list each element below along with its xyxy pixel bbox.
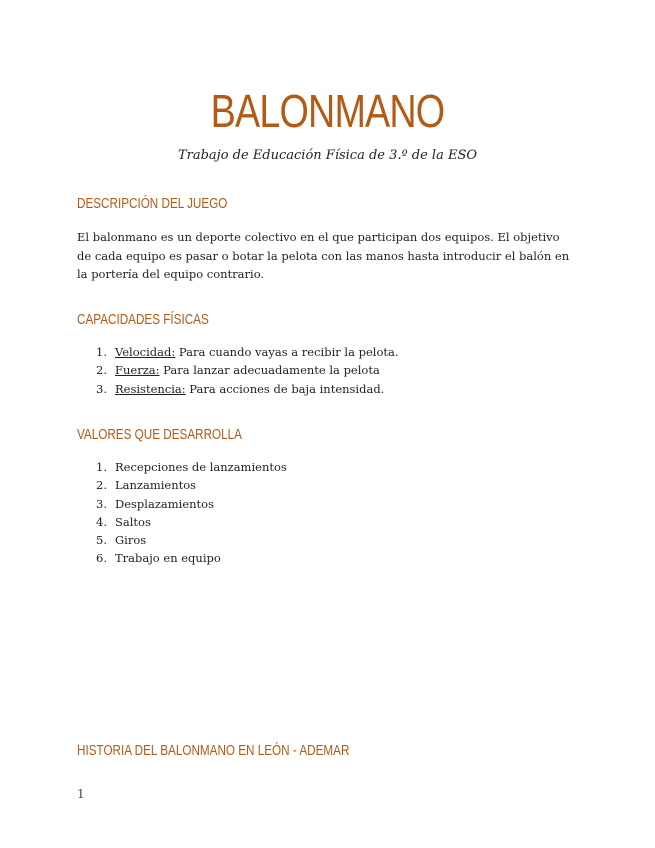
list-item xyxy=(77,476,287,494)
list-item-text: Para acciones de baja intensidad. xyxy=(185,381,385,396)
list-item-number: 3. xyxy=(96,496,107,511)
list-item-number: 6. xyxy=(96,551,107,566)
heading-valores: VALORES QUE DESARROLLA xyxy=(77,426,242,443)
list-item-number: 5. xyxy=(96,533,107,548)
list-item-term: Fuerza: xyxy=(115,363,160,378)
list-item-text: Saltos xyxy=(115,514,151,529)
list-item-text: Trabajo en equipo xyxy=(115,551,221,566)
list-item-term: Velocidad: xyxy=(115,345,176,359)
list-item-number: 1. xyxy=(96,460,107,474)
list-item-number: 1. xyxy=(96,345,107,359)
document-subtitle: Trabajo de Educación Física de 3.º de la ESO xyxy=(177,148,478,163)
descripcion-paragraph: El balonmano es un deporte colectivo en el que participan dos equipos. El objetivo de cada equipo es pasar o botar la pelota con las manos hasta introducir el balón en la portería del equipo contrario. xyxy=(77,230,570,281)
list-item xyxy=(77,495,287,513)
document-title: BALONMANO xyxy=(210,85,445,137)
list-item-text: Recepciones de lanzamientos xyxy=(115,460,287,474)
capacidades-list xyxy=(77,343,399,398)
page-number: 1 xyxy=(77,787,85,801)
heading-historia: HISTORIA DEL BALONMANO EN LEÓN - ADEMAR xyxy=(77,742,350,759)
list-item-number: 2. xyxy=(96,478,107,493)
list-item xyxy=(77,531,287,549)
valores-list xyxy=(77,458,287,568)
list-item-number: 4. xyxy=(96,514,107,529)
list-item xyxy=(77,458,287,476)
list-item xyxy=(77,549,287,567)
heading-capacidades: CAPACIDADES FÍSICAS xyxy=(77,311,209,328)
list-item-text: Giros xyxy=(115,533,147,548)
list-item xyxy=(77,380,399,398)
list-item xyxy=(77,343,399,361)
list-item-term: Resistencia: xyxy=(115,381,186,396)
list-item-text: Para cuando vayas a recibir la pelota. xyxy=(175,345,399,359)
list-item-text: Para lanzar adecuadamente la pelota xyxy=(159,363,380,378)
heading-descripcion: DESCRIPCIÓN DEL JUEGO xyxy=(77,195,228,212)
list-item-text: Desplazamientos xyxy=(115,496,214,511)
list-item-text: Lanzamientos xyxy=(115,478,197,493)
list-item-number: 3. xyxy=(96,381,107,396)
list-item-number: 2. xyxy=(96,363,107,378)
list-item xyxy=(77,361,399,379)
list-item xyxy=(77,513,287,531)
